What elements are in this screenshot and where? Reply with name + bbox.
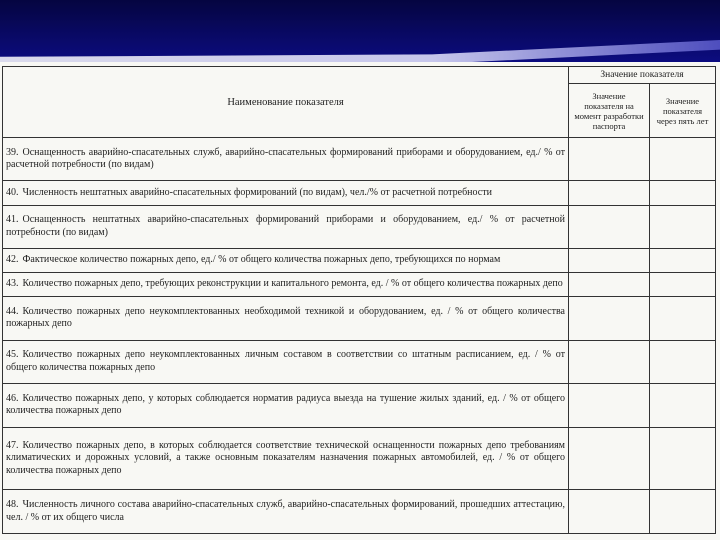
five-year-value-cell [650, 490, 716, 534]
indicator-number: 47. [6, 439, 19, 451]
five-year-value-cell [650, 138, 716, 181]
five-year-value-cell [650, 181, 716, 205]
table-row [3, 340, 716, 383]
indicator-number: 40. [6, 186, 19, 198]
table-row [3, 297, 716, 340]
table-row [3, 490, 716, 534]
indicator-number: 45. [6, 349, 19, 361]
five-year-value-cell [650, 205, 716, 248]
passport-value-cell [569, 427, 650, 490]
passport-value-cell [569, 490, 650, 534]
passport-value-cell [569, 205, 650, 248]
indicator-text: Оснащенность нештатных аварийно-спасательных формирований приборами и оборудованием, ед./ % от расчетной потребности (по видам) [6, 214, 565, 238]
five-year-value-cell [650, 384, 716, 427]
indicator-cell [3, 205, 569, 248]
table-row [3, 427, 716, 490]
table-row [3, 181, 716, 205]
indicator-number: 42. [6, 254, 19, 266]
indicator-text: Численность личного состава аварийно-спасательных служб, аварийно-спасательных формирований, прошедших аттестацию, чел. / % от их общего числа [6, 499, 565, 523]
indicator-cell [3, 340, 569, 383]
five-year-value-cell [650, 297, 716, 340]
indicator-text: Количество пожарных депо, требующих реконструкции и капитального ремонта, ед. / % от общего количества пожарных депо [22, 278, 563, 290]
indicator-cell [3, 490, 569, 534]
indicator-text: Количество пожарных депо, у которых соблюдается норматив радиуса выезда на тушение жилых зданий, ед. / % от общего количества пожарных депо [6, 392, 565, 417]
five-year-value-cell [650, 273, 716, 297]
table-row [3, 249, 716, 273]
indicator-number: 44. [6, 305, 19, 317]
table-body [3, 138, 716, 534]
indicator-number: 41. [6, 214, 19, 226]
five-year-value-cell [650, 427, 716, 490]
table-row [3, 138, 716, 181]
table-row [3, 205, 716, 248]
indicator-cell [3, 138, 569, 181]
header-five-years-column: Значение показателя через пять лет [650, 84, 716, 138]
indicator-text: Численность нештатных аварийно-спасательных формирований (по видам), чел./% от расчетной потребности [22, 186, 492, 198]
document-page [0, 62, 720, 540]
indicator-cell [3, 181, 569, 205]
passport-value-cell [569, 181, 650, 205]
indicator-text: Количество пожарных депо, в которых соблюдается соответствие технической оснащенности пожарных депо требованиям климатических и дорожных условий, а также основным показателям назначения пожарных автомобилей, ед. / % от общего количества пожарных депо [6, 439, 565, 476]
table-row [3, 384, 716, 427]
indicator-text: Количество пожарных депо неукомплектованных необходимой техникой и оборудованием, ед. / % от общего количества пожарных депо [6, 305, 565, 330]
indicators-table [2, 66, 716, 534]
indicator-cell [3, 427, 569, 490]
passport-value-cell [569, 138, 650, 181]
indicator-cell [3, 273, 569, 297]
header-passport-column: Значение показателя на момент разработки паспорта [569, 84, 650, 138]
indicator-text: Фактическое количество пожарных депо, ед./ % от общего количества пожарных депо, требующихся по нормам [22, 254, 501, 266]
passport-value-cell [569, 384, 650, 427]
passport-value-cell [569, 297, 650, 340]
indicator-cell [3, 249, 569, 273]
passport-value-cell [569, 273, 650, 297]
indicator-number: 48. [6, 499, 19, 511]
indicator-number: 46. [6, 392, 19, 404]
indicator-text: Оснащенность аварийно-спасательных служб, аварийно-спасательных формирований приборами и оборудованием, ед./ % от расчетной потребности (по видам) [6, 146, 565, 171]
indicator-text: Количество пожарных депо неукомплектованных личным составом в соответствии со штатным расписанием, ед. / % от общего количества пожарных депо [6, 349, 565, 373]
indicator-number: 43. [6, 278, 19, 290]
indicator-cell [3, 384, 569, 427]
table-row [3, 273, 716, 297]
header-value-group: Значение показателя [569, 67, 716, 84]
passport-value-cell [569, 249, 650, 273]
five-year-value-cell [650, 249, 716, 273]
five-year-value-cell [650, 340, 716, 383]
header-name-column: Наименование показателя [3, 67, 569, 138]
indicator-cell [3, 297, 569, 340]
indicator-number: 39. [6, 146, 19, 158]
passport-value-cell [569, 340, 650, 383]
